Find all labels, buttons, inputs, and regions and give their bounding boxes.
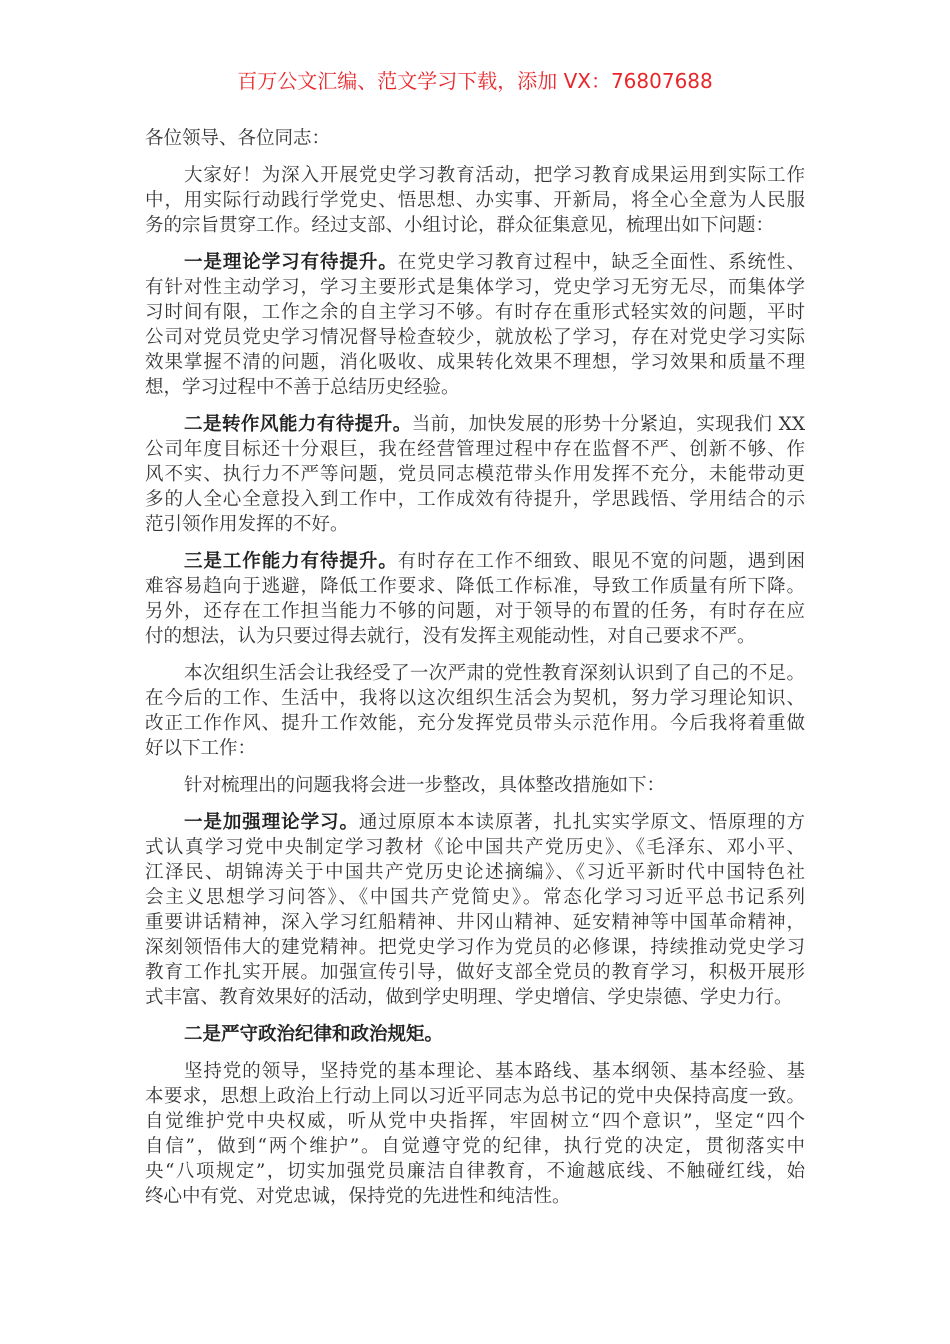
line-text: 有时存在工作不细致、眼见不宽的问题，遇到困 [397, 551, 805, 572]
line-text: 习时间有限，工作之余的自主学习不够。有时存在重形式轻实效的问题，平时 [145, 302, 805, 323]
text-line [145, 487, 805, 512]
line-text: 自觉维护党中央权威，听从党中央指挥，牢固树立“四个意识”，坚定“四个 [145, 1111, 805, 1132]
line-text: 通过原原本本读原著，扎扎实实学原文、悟原理的方 [358, 812, 805, 833]
text-line [145, 574, 805, 599]
text-line [145, 437, 805, 462]
text-line [145, 711, 805, 736]
line-text: 在党史学习教育过程中，缺乏全面性、系统性、 [397, 252, 805, 273]
text-line [145, 1159, 805, 1184]
paragraph [145, 1059, 805, 1209]
paragraph-heading: 三是工作能力有待提升。 [184, 551, 398, 572]
text-line [145, 960, 805, 985]
paragraph [145, 163, 805, 238]
line-text: 效果掌握不清的问题，消化吸收、成果转化效果不理想，学习效果和质量不理 [145, 352, 805, 373]
text-line [145, 773, 805, 798]
text-line [145, 860, 805, 885]
line-text: 终心中有党、对党忠诚，保持党的先进性和纯洁性。 [145, 1186, 571, 1207]
paragraph [145, 549, 805, 649]
paragraph [145, 661, 805, 761]
text-line [145, 375, 805, 400]
line-text: 重要讲话精神，深入学习红船精神、井冈山精神、延安精神等中国革命精神， [145, 912, 805, 933]
line-text: 自信”，做到“两个维护”。自觉遵守党的纪律，执行党的决定，贯彻落实中 [145, 1136, 805, 1157]
text-line [145, 1184, 805, 1209]
paragraph-heading: 一是理论学习有待提升。 [184, 252, 398, 273]
line-text: 江泽民、胡锦涛关于中国共产党历史论述摘编》、《习近平新时代中国特色社 [145, 862, 805, 883]
text-line [145, 350, 805, 375]
paragraph-heading: 一是加强理论学习。 [184, 812, 359, 833]
paragraph-heading: 二是转作风能力有待提升。 [184, 414, 412, 435]
line-text: 式认真学习党中央制定学习教材《论中国共产党历史》、《毛泽东、邓小平、 [145, 837, 805, 858]
text-line [145, 810, 805, 835]
line-text: 付的想法，认为只要过得去就行，没有发挥主观能动性，对自己要求不严。 [145, 626, 756, 647]
line-text: 改正工作作风、提升工作效能，充分发挥党员带头示范作用。今后我将着重做 [145, 713, 805, 734]
text-line [145, 250, 805, 275]
text-line [145, 1134, 805, 1159]
text-line [145, 188, 805, 213]
line-text: 公司年度目标还十分艰巨，我在经营管理过程中存在监督不严、创新不够、作 [145, 439, 805, 460]
text-line [145, 1109, 805, 1134]
text-line [145, 985, 805, 1010]
text-line [145, 512, 805, 537]
paragraph [145, 773, 805, 798]
line-text: 务的宗旨贯穿工作。经过支部、小组讨论，群众征集意见，梳理出如下问题： [145, 215, 775, 236]
line-text: 在今后的工作、生活中，我将以这次组织生活会为契机，努力学习理论知识、 [145, 688, 805, 709]
line-text: 式丰富、教育效果好的活动，做到学史明理、学史增信、学史崇德、学史力行。 [145, 987, 793, 1008]
text-line [145, 686, 805, 711]
watermark-header: 百万公文汇编、范文学习下载，添加 VX：76807688 [237, 69, 713, 93]
text-line [145, 624, 805, 649]
text-line [145, 325, 805, 350]
line-text: 本次组织生活会让我经受了一次严肃的党性教育深刻认识到了自己的不足。 [184, 663, 805, 684]
paragraph [145, 412, 805, 537]
line-text: 会主义思想学习问答》、《中国共产党简史》。常态化学习习近平总书记系列 [145, 887, 805, 908]
line-text: 想，学习过程中不善于总结历史经验。 [145, 377, 460, 398]
text-line [145, 661, 805, 686]
line-text: 教育工作扎实开展。加强宣传引导，做好支部全党员的教育学习，积极开展形 [145, 962, 805, 983]
line-text: 另外，还存在工作担当能力不够的问题，对于领导的布置的任务，有时存在应 [145, 601, 805, 622]
line-text: 各位领导、各位同志： [145, 128, 331, 149]
text-line [145, 835, 805, 860]
text-line [145, 412, 805, 437]
paragraph [145, 1022, 805, 1047]
line-text: 范引领作用发挥的不好。 [145, 514, 349, 535]
paragraph-heading: 二是严守政治纪律和政治规矩。 [184, 1024, 444, 1045]
text-line [145, 275, 805, 300]
text-line [145, 1022, 805, 1047]
line-text: 风不实、执行力不严等问题，党员同志模范带头作用发挥不充分，未能带动更 [145, 464, 805, 485]
text-line [145, 910, 805, 935]
text-line [145, 1059, 805, 1084]
text-line [145, 885, 805, 910]
text-line [145, 1084, 805, 1109]
line-text: 多的人全心全意投入到工作中，工作成效有待提升，学思践悟、学用结合的示 [145, 489, 805, 510]
line-text: 好以下工作： [145, 738, 257, 759]
text-line [145, 126, 805, 151]
line-text: 针对梳理出的问题我将会进一步整改，具体整改措施如下： [184, 775, 666, 796]
text-line [145, 213, 805, 238]
line-text: 坚持党的领导，坚持党的基本理论、基本路线、基本纲领、基本经验、基 [184, 1061, 805, 1082]
line-text: 当前，加快发展的形势十分紧迫，实现我们 XX [411, 414, 805, 435]
paragraph [145, 126, 805, 151]
text-line [145, 163, 805, 188]
line-text: 难容易趋向于逃避，降低工作要求、降低工作标准，导致工作质量有所下降。 [145, 576, 805, 597]
text-line [145, 599, 805, 624]
text-line [145, 736, 805, 761]
line-text: 中，用实际行动践行学党史、悟思想、办实事、开新局，将全心全意为人民服 [145, 190, 805, 211]
line-text: 大家好！为深入开展党史学习教育活动，把学习教育成果运用到实际工作 [184, 165, 805, 186]
line-text: 本要求，思想上政治上行动上同以习近平同志为总书记的党中央保持高度一致。 [145, 1086, 805, 1107]
text-line [145, 935, 805, 960]
line-text: 深刻领悟伟大的建党精神。把党史学习作为党员的必修课，持续推动党史学习 [145, 937, 805, 958]
line-text: 央“八项规定”，切实加强党员廉洁自律教育，不逾越底线、不触碰红线，始 [145, 1161, 805, 1182]
text-line [145, 549, 805, 574]
line-text: 有针对性主动学习，学习主要形式是集体学习，党史学习无穷无尽，而集体学 [145, 277, 805, 298]
paragraph [145, 810, 805, 1010]
line-text: 公司对党员党史学习情况督导检查较少，就放松了学习，存在对党史学习实际 [145, 327, 805, 348]
paragraph [145, 250, 805, 400]
text-line [145, 462, 805, 487]
document-body [145, 126, 805, 1221]
text-line [145, 300, 805, 325]
